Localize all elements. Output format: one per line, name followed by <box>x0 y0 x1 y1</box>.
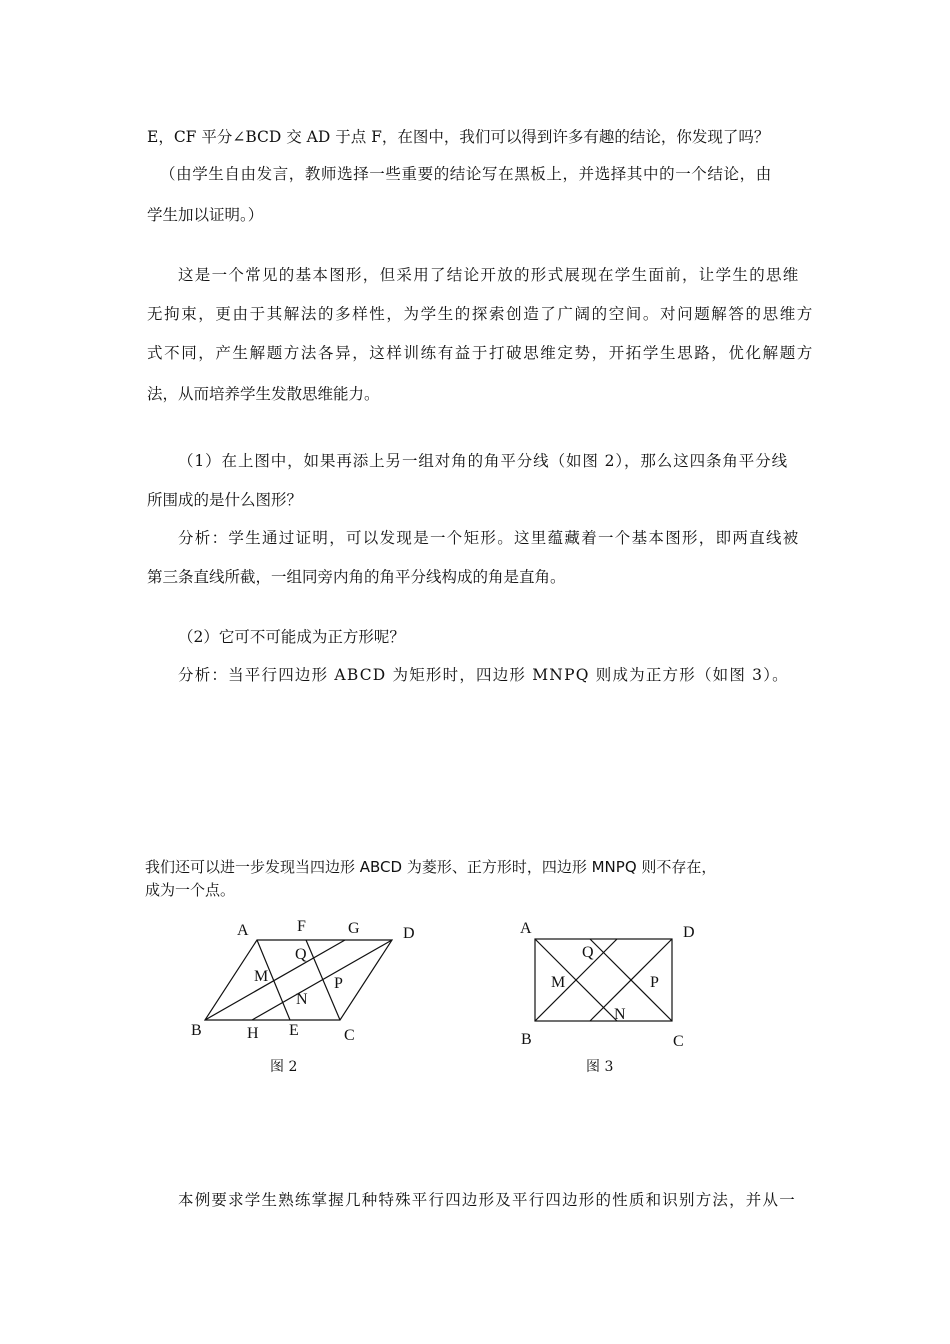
text-line: 法，从而培养学生发散思维能力。 <box>147 385 380 403</box>
text-line: 学生加以证明。） <box>147 206 264 224</box>
text-line: （2）它可不可能成为正方形呢？ <box>178 628 405 646</box>
label-p: P <box>650 974 659 991</box>
label-m: M <box>551 974 566 991</box>
text-line: 本例要求学生熟练掌握几种特殊平行四边形及平行四边形的性质和识别方法，并从一 <box>178 1191 796 1209</box>
label-c: C <box>673 1033 684 1050</box>
label-p: P <box>334 975 343 992</box>
text-line: 所围成的是什么图形？ <box>147 491 303 509</box>
text-line: 成为一个点。 <box>145 881 236 899</box>
text-line: 无拘束，更由于其解法的多样性，为学生的探索创造了广阔的空间。对问题解答的思维方 <box>147 305 814 323</box>
label-q: Q <box>295 946 307 963</box>
text-line: （1）在上图中，如果再添上另一组对角的角平分线（如图 2），那么这四条角平分线 <box>178 452 789 470</box>
label-a: A <box>520 920 532 937</box>
label-n: N <box>614 1006 626 1023</box>
text-line: 我们还可以进一步发现当四边形 ABCD 为菱形、正方形时，四边形 MNPQ 则不存在， <box>145 858 717 876</box>
label-q: Q <box>582 944 594 961</box>
text-line: E，CF 平分∠BCD 交 AD 于点 F，在图中，我们可以得到许多有趣的结论，你发现了吗？ <box>147 128 770 146</box>
label-e: E <box>289 1022 299 1039</box>
figure-3-caption: 图 3 <box>586 1059 614 1075</box>
text-line: 分析：当平行四边形 ABCD 为矩形时，四边形 MNPQ 则成为正方形（如图 3）。 <box>178 666 789 684</box>
label-m: M <box>254 968 269 985</box>
text-line: 这是一个常见的基本图形，但采用了结论开放的形式展现在学生面前，让学生的思维 <box>178 266 800 284</box>
label-n: N <box>296 991 308 1008</box>
label-d: D <box>683 924 695 941</box>
text-line: 分析：学生通过证明，可以发现是一个矩形。这里蕴藏着一个基本图形，即两直线被 <box>178 529 800 547</box>
label-f: F <box>297 918 306 935</box>
label-g: G <box>348 920 360 937</box>
text-line: 第三条直线所截，一组同旁内角的角平分线构成的角是直角。 <box>147 568 566 586</box>
label-a: A <box>237 922 249 939</box>
text-line: 式不同，产生解题方法各异，这样训练有益于打破思维定势，开拓学生思路，优化解题方 <box>147 344 814 362</box>
label-c: C <box>344 1027 355 1044</box>
label-b: B <box>191 1022 202 1039</box>
figure-2-caption: 图 2 <box>270 1059 298 1075</box>
label-d: D <box>403 925 415 942</box>
label-b: B <box>521 1031 532 1048</box>
label-h: H <box>247 1025 259 1042</box>
text-line: （由学生自由发言，教师选择一些重要的结论写在黑板上，并选择其中的一个结论，由 <box>160 165 772 183</box>
